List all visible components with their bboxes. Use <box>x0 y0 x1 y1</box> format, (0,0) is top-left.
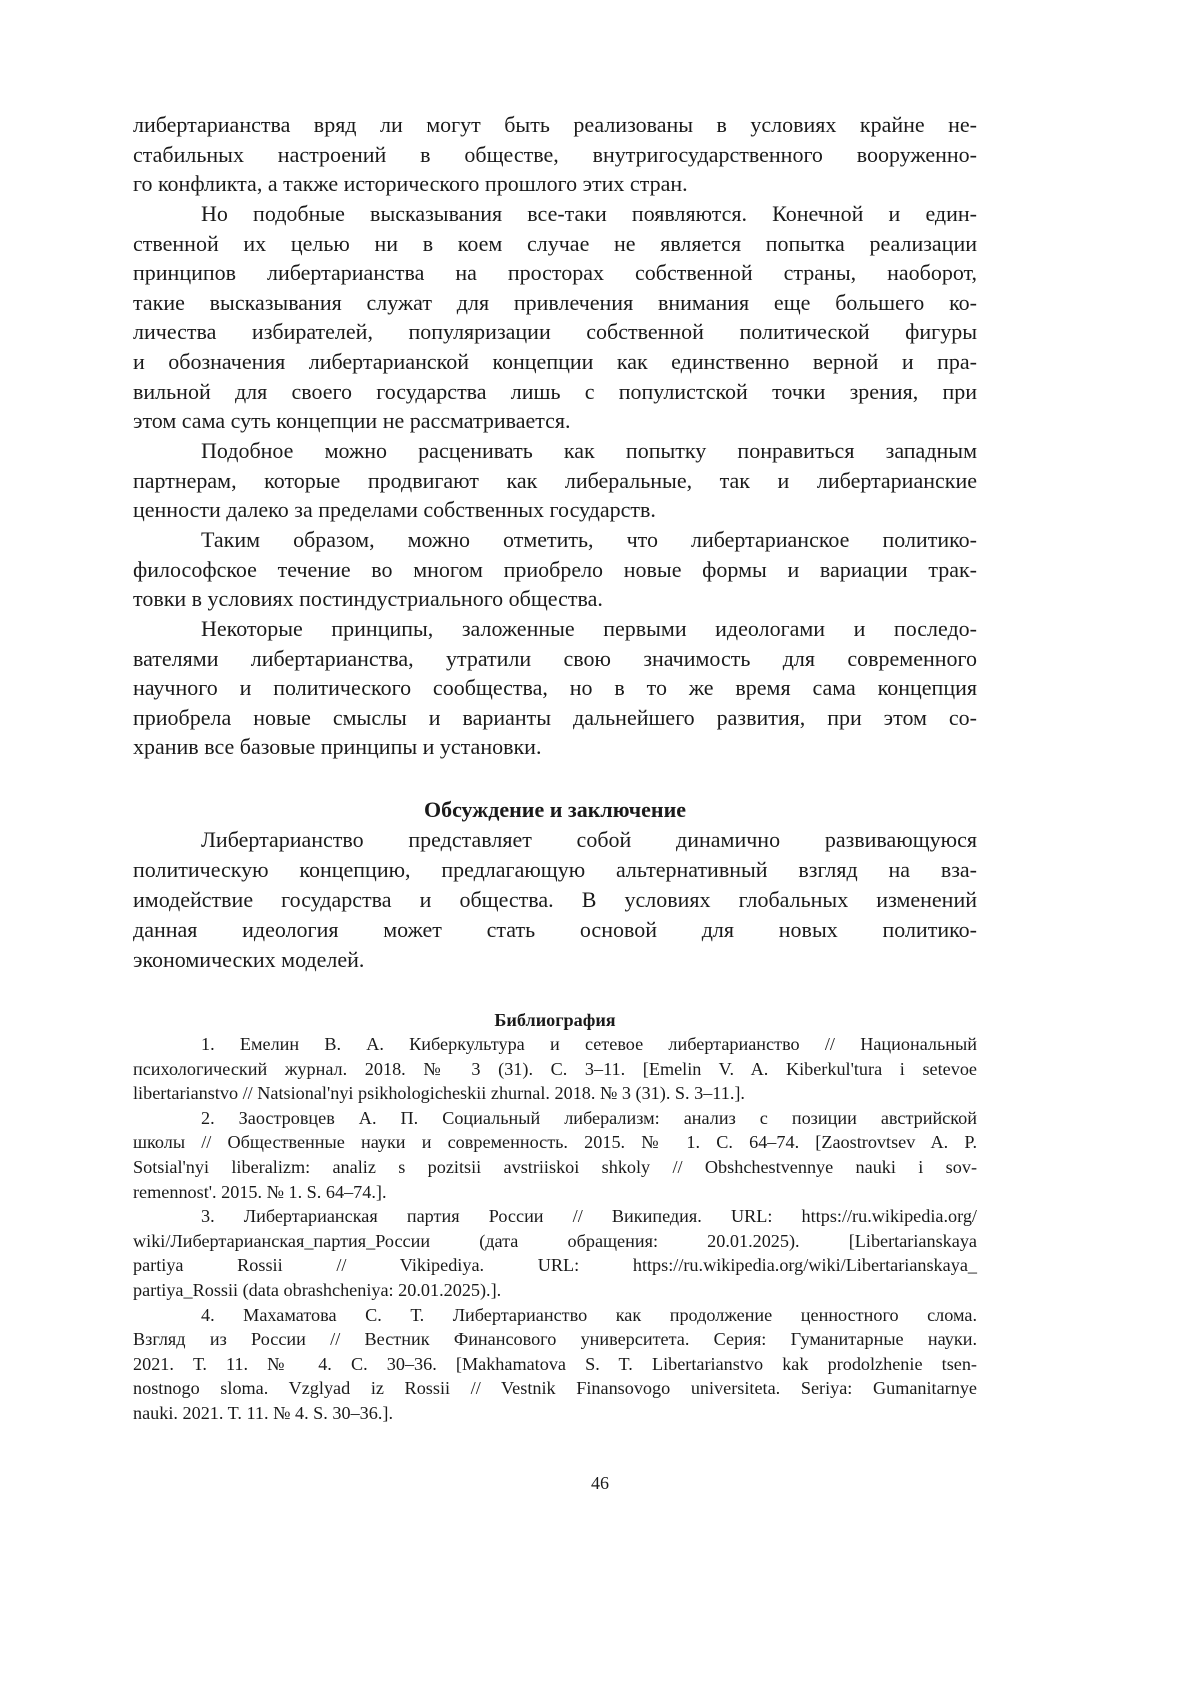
text-line: 2021. Т. 11. № 4. С. 30–36. [Makhamatova S. T. Libertarianstvo kak prodolzhenie tsen- <box>133 1352 977 1377</box>
text-line: ценности далеко за пределами собственных государств. <box>133 495 977 525</box>
text-line: товки в условиях постиндустриального общества. <box>133 584 977 614</box>
text-line: партнерам, которые продвигают как либеральные, так и либертарианские <box>133 466 977 496</box>
paragraph <box>133 825 977 975</box>
paragraph <box>133 614 977 762</box>
text-line: 2. Заостровцев А. П. Социальный либерализм: анализ с позиции австрийской <box>133 1106 977 1131</box>
text-line: психологический журнал. 2018. № 3 (31). С. 3–11. [Emelin V. A. Kiberkul'tura i setevoe <box>133 1057 977 1082</box>
text-line: ственной их целью ни в коем случае не является попытка реализации <box>133 229 977 259</box>
bibliography-entry <box>133 1106 977 1204</box>
text-line: Либертарианство представляет собой динамично развивающуюся <box>133 825 977 855</box>
text-line: принципов либертарианства на просторах собственной страны, наоборот, <box>133 258 977 288</box>
text-line: remennost'. 2015. № 1. S. 64–74.]. <box>133 1180 977 1205</box>
paragraph <box>133 110 977 199</box>
text-line: хранив все базовые принципы и установки. <box>133 732 977 762</box>
section-heading: Обсуждение и заключение <box>133 795 977 825</box>
text-line: либертарианства вряд ли могут быть реализованы в условиях крайне не- <box>133 110 977 140</box>
paragraph <box>133 436 977 525</box>
paragraph <box>133 525 977 614</box>
paragraph <box>133 199 977 436</box>
text-line: Подобное можно расценивать как попытку понравиться западным <box>133 436 977 466</box>
text-line: 1. Емелин В. А. Киберкультура и сетевое либертарианство // Национальный <box>133 1032 977 1057</box>
text-line: nauki. 2021. T. 11. № 4. S. 30–36.]. <box>133 1401 977 1426</box>
text-line: приобрела новые смыслы и варианты дальнейшего развития, при этом со- <box>133 703 977 733</box>
text-line: личества избирателей, популяризации собственной политической фигуры <box>133 317 977 347</box>
text-line: nostnogo sloma. Vzglyad iz Rossii // Vestnik Finansovogo universiteta. Seriya: Gumanitarnye <box>133 1376 977 1401</box>
text-line: 4. Махаматова С. Т. Либертарианство как продолжение ценностного слома. <box>133 1303 977 1328</box>
text-line: школы // Общественные науки и современность. 2015. № 1. С. 64–74. [Zaostrovtsev A. P. <box>133 1130 977 1155</box>
text-line: стабильных настроений в обществе, внутригосударственного вооруженно- <box>133 140 977 170</box>
text-line: 3. Либертарианская партия России // Википедия. URL: https://ru.wikipedia.org/ <box>133 1204 977 1229</box>
bibliography-entry <box>133 1303 977 1426</box>
text-line: вателями либертарианства, утратили свою значимость для современного <box>133 644 977 674</box>
text-line: Но подобные высказывания все-таки появляются. Конечной и един- <box>133 199 977 229</box>
text-line: экономических моделей. <box>133 945 977 975</box>
text-line: философское течение во многом приобрело новые формы и вариации трак- <box>133 555 977 585</box>
bibliography-heading: Библиография <box>133 1008 977 1032</box>
text-line: го конфликта, а также исторического прошлого этих стран. <box>133 169 977 199</box>
text-line: этом сама суть концепции не рассматривается. <box>133 406 977 436</box>
text-line: partiya Rossii // Vikipediya. URL: https://ru.wikipedia.org/wiki/Libertarianskaya_ <box>133 1253 977 1278</box>
bibliography-entry <box>133 1032 977 1106</box>
text-line: вильной для своего государства лишь с популистской точки зрения, при <box>133 377 977 407</box>
bibliography-list <box>133 1032 977 1426</box>
text-line: такие высказывания служат для привлечения внимания еще большего ко- <box>133 288 977 318</box>
text-line: wiki/Либертарианская_партия_России (дата обращения: 20.01.2025). [Libertarianskaya <box>133 1229 977 1254</box>
text-line: и обозначения либертарианской концепции как единственно верной и пра- <box>133 347 977 377</box>
text-line: имодействие государства и общества. В условиях глобальных изменений <box>133 885 977 915</box>
text-line: Взгляд из России // Вестник Финансового университета. Серия: Гуманитарные науки. <box>133 1327 977 1352</box>
text-line: libertarianstvo // Natsional'nyi psikhologicheskii zhurnal. 2018. № 3 (31). S. 3–11.]. <box>133 1081 977 1106</box>
text-line: данная идеология может стать основой для новых политико- <box>133 915 977 945</box>
body-text <box>133 110 977 762</box>
text-line: partiya_Rossii (data obrashcheniya: 20.01.2025).]. <box>133 1278 977 1303</box>
bibliography-entry <box>133 1204 977 1302</box>
text-line: политическую концепцию, предлагающую альтернативный взгляд на вза- <box>133 855 977 885</box>
text-line: Некоторые принципы, заложенные первыми идеологами и последо- <box>133 614 977 644</box>
text-line: Таким образом, можно отметить, что либертарианское политико- <box>133 525 977 555</box>
text-line: Sotsial'nyi liberalizm: analiz s pozitsii avstriiskoi shkoly // Obshchestvennye nauki i sov- <box>133 1155 977 1180</box>
page-number: 46 <box>0 1473 1200 1494</box>
text-line: научного и политического сообщества, но в то же время сама концепция <box>133 673 977 703</box>
conclusion-text <box>133 825 977 975</box>
